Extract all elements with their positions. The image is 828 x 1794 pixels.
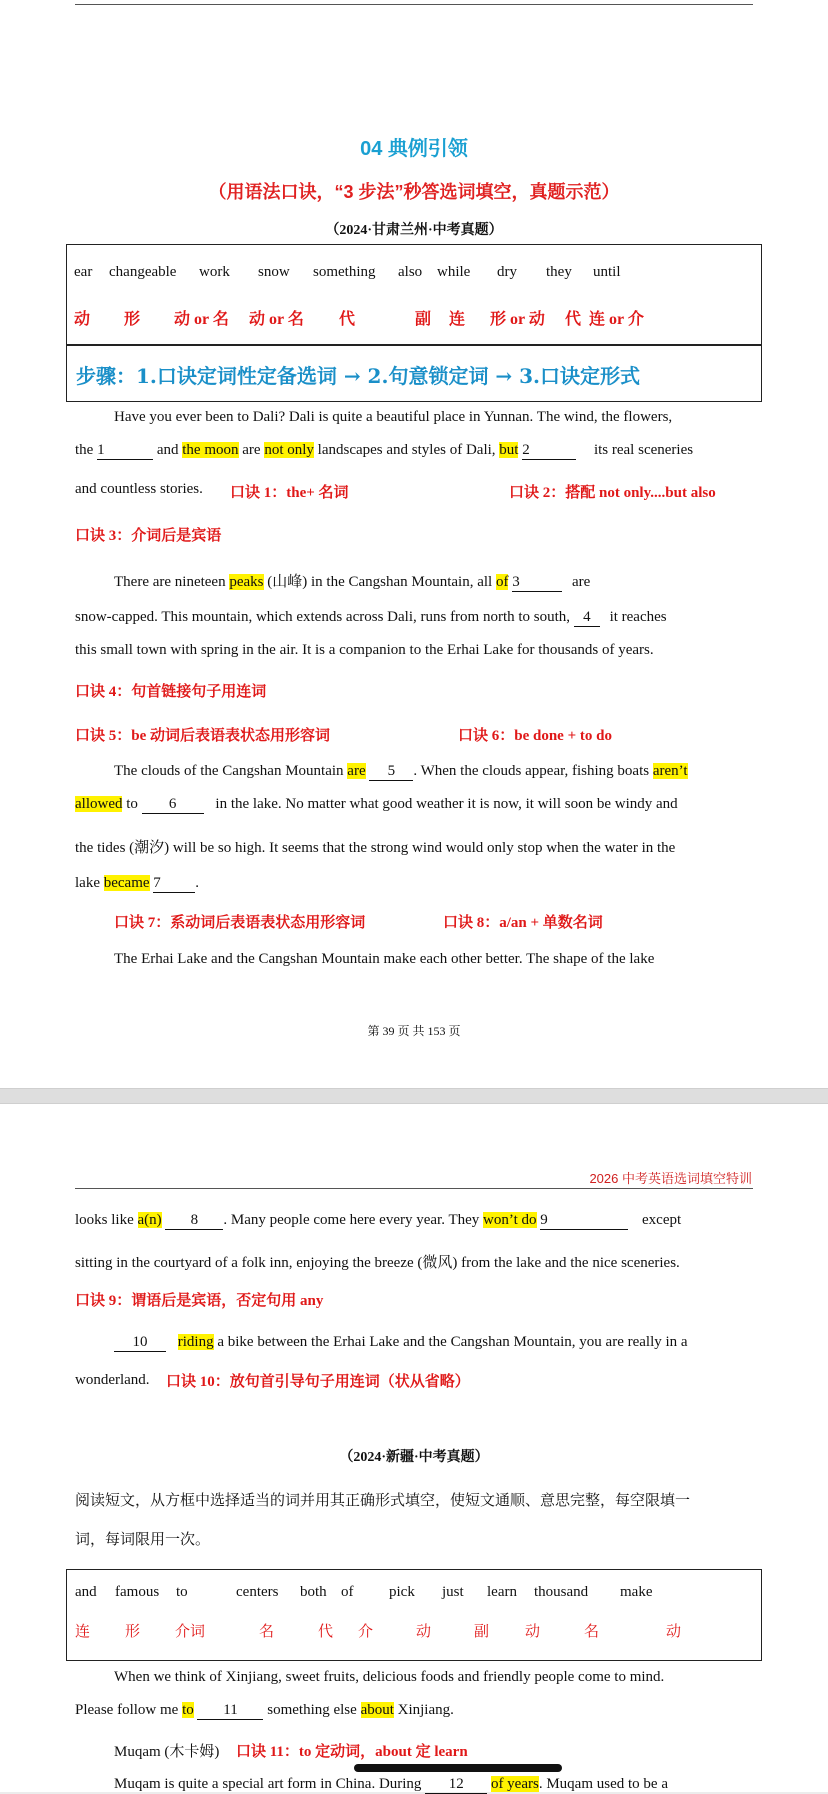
box-word: something: [313, 264, 376, 280]
section-title: 04 典例引领: [360, 138, 468, 160]
page-separator: [0, 1088, 828, 1104]
pos-tag: 代: [565, 311, 582, 328]
blank-9[interactable]: 9: [540, 1212, 628, 1230]
text: . Muqam used to be a: [538, 1776, 668, 1792]
text: its real sceneries: [590, 442, 694, 458]
mnemonic-tip-4: 口诀 4：句首链接句子用连词: [75, 684, 267, 700]
pos-tag: 形: [125, 1624, 141, 1640]
highlight: to: [182, 1702, 194, 1718]
mnemonic-tip-6: 口诀 6：be done + to do: [458, 728, 612, 744]
passage-line: [75, 1702, 753, 1720]
text: are: [238, 442, 265, 458]
box-word: both: [300, 1584, 327, 1600]
highlight: became: [103, 875, 150, 891]
blank-7[interactable]: 7: [153, 875, 195, 893]
blank-8[interactable]: 8: [165, 1212, 223, 1230]
method-steps: 步骤：1.口诀定词性定备选词 → 2.句意锁定词 → 3.口诀定形式: [76, 364, 641, 388]
highlight: won’t do: [483, 1212, 537, 1228]
mnemonic-tip-9: 口诀 9：谓语后是宾语，否定句用 any: [75, 1293, 324, 1309]
blank-2[interactable]: 2: [522, 442, 576, 460]
passage-line: [75, 609, 753, 627]
passage-line: Have you ever been to Dali? Dali is quite a beautiful place in Yunnan. The wind, the flowers,: [114, 409, 673, 425]
word-box-2: [66, 1569, 762, 1661]
mnemonic-tip-7: 口诀 7：系动词后表语表状态用形容词: [114, 915, 366, 931]
text: Please follow me: [75, 1702, 183, 1718]
word-box-divider: [67, 344, 761, 346]
box-word: centers: [236, 1584, 279, 1600]
page-number: 第 39 页 共 153 页: [367, 1024, 461, 1038]
highlight: of years: [490, 1776, 539, 1792]
highlight: riding: [177, 1334, 214, 1350]
highlight: not only: [264, 442, 314, 458]
passage-line: [75, 442, 753, 460]
text: are: [568, 574, 591, 590]
text: except: [638, 1212, 682, 1228]
mnemonic-tip-3: 口诀 3：介词后是宾语: [75, 528, 222, 544]
text: .: [195, 875, 200, 891]
text: to: [122, 796, 142, 812]
mnemonic-tip-10: 口诀 10：放句首引导句子用连词（状从省略）: [166, 1374, 470, 1390]
text: . When the clouds appear, fishing boats: [413, 763, 653, 779]
text: (山峰) in the Cangshan Mountain, all: [263, 574, 496, 590]
passage-line: and countless stories.: [75, 481, 203, 497]
exam-source: （2024·甘肃兰州·中考真题）: [325, 223, 503, 238]
box-word: just: [442, 1584, 464, 1600]
pos-tag: 动 or 名: [174, 311, 229, 328]
highlight: a(n): [137, 1212, 162, 1228]
box-word: pick: [389, 1584, 415, 1600]
box-word: work: [199, 264, 230, 280]
highlight: are: [347, 763, 366, 779]
passage-line: [75, 796, 753, 814]
text: There are nineteen: [114, 574, 230, 590]
highlight: of: [495, 574, 509, 590]
instruction-line: 词，每词限用一次。: [75, 1532, 211, 1548]
blank-5[interactable]: 5: [369, 763, 413, 781]
mnemonic-tip-2: 口诀 2：搭配 not only....but also: [509, 485, 716, 501]
pos-tag: 动: [525, 1624, 541, 1640]
box-word: of: [341, 1584, 354, 1600]
pos-tag: 动: [666, 1624, 682, 1640]
text: The clouds of the Cangshan Mountain: [114, 763, 348, 779]
text: lake: [75, 875, 104, 891]
mnemonic-tip-1: 口诀 1：the+ 名词: [230, 485, 349, 501]
pos-tag: 副: [415, 311, 432, 328]
blank-10[interactable]: 10: [114, 1334, 166, 1352]
home-indicator[interactable]: [354, 1764, 562, 1772]
highlight: peaks: [229, 574, 264, 590]
box-word: ear: [74, 264, 93, 280]
highlight: the moon: [182, 442, 239, 458]
passage-line: [114, 1334, 753, 1352]
box-word: learn: [487, 1584, 517, 1600]
text: looks like: [75, 1212, 138, 1228]
box-word: famous: [115, 1584, 160, 1600]
blank-12[interactable]: 12: [425, 1776, 487, 1794]
mnemonic-tip-8: 口诀 8：a/an + 单数名词: [443, 915, 603, 931]
text: a bike between the Erhai Lake and the Cangshan Mountain, you are really in a: [213, 1334, 688, 1350]
pos-tag: 介: [358, 1624, 374, 1640]
blank-1[interactable]: 1: [97, 442, 153, 460]
text: it reaches: [605, 609, 667, 625]
text: and: [153, 442, 183, 458]
box-word: dry: [497, 264, 517, 280]
highlight: but: [499, 442, 519, 458]
highlight: about: [360, 1702, 394, 1718]
pos-tag: 连: [75, 1624, 91, 1640]
running-header: 2026 中考英语选词填空特训: [589, 1171, 752, 1186]
text: . Many people come here every year. They: [223, 1212, 484, 1228]
pos-tag: 名: [259, 1624, 275, 1640]
text: Xinjiang.: [393, 1702, 454, 1718]
passage-line: [114, 763, 753, 781]
mnemonic-tip-5: 口诀 5：be 动词后表语表状态用形容词: [75, 728, 331, 744]
box-word: until: [593, 264, 621, 280]
blank-11[interactable]: 11: [197, 1702, 263, 1720]
box-word: while: [437, 264, 471, 280]
passage-line: the tides (潮汐) will be so high. It seems that the strong wind would only stop when the water in the: [75, 840, 676, 856]
passage-line: [75, 1212, 753, 1230]
passage-line: The Erhai Lake and the Cangshan Mountain make each other better. The shape of the lake: [114, 951, 655, 967]
text: snow-capped. This mountain, which extends across Dali, runs from north to south,: [75, 609, 574, 625]
box-word: to: [176, 1584, 188, 1600]
section-subtitle: （用语法口诀，“3 步法”秒答选词填空，真题示范）: [208, 182, 620, 202]
passage-line: sitting in the courtyard of a folk inn, enjoying the breeze (微风) from the lake and the nice sceneries.: [75, 1255, 680, 1271]
passage-line: [114, 570, 753, 592]
header-rule: [75, 1188, 753, 1189]
passage-line: [114, 1776, 753, 1794]
box-word: thousand: [534, 1584, 589, 1600]
passage-line: this small town with spring in the air. It is a companion to the Erhai Lake for thousands of years.: [75, 642, 654, 658]
mnemonic-tip-11: 口诀 11：to 定动词，about 定 learn: [236, 1744, 468, 1760]
highlight: aren’t: [652, 763, 688, 779]
box-word: also: [398, 264, 423, 280]
pos-tag: 动: [416, 1624, 432, 1640]
pos-tag: 连 or 介: [589, 311, 644, 328]
box-word: and: [75, 1584, 97, 1600]
text: the: [75, 442, 98, 458]
blank-4[interactable]: 4: [574, 609, 600, 627]
box-word: make: [620, 1584, 653, 1600]
pos-tag: 连: [449, 311, 466, 328]
pos-tag: 副: [474, 1624, 490, 1640]
text: in the lake. No matter what good weather it is now, it will soon be windy and: [211, 796, 678, 812]
document-page-2: [0, 1104, 828, 1792]
highlight: allowed: [75, 796, 123, 812]
pos-tag: 动: [74, 311, 91, 328]
exam-source: （2024·新疆·中考真题）: [339, 1450, 489, 1465]
text: Muqam is quite a special art form in China. During: [114, 1776, 426, 1792]
box-word: they: [546, 264, 572, 280]
blank-3[interactable]: 3: [512, 574, 562, 592]
box-word: changeable: [109, 264, 177, 280]
pos-tag: 代: [318, 1624, 334, 1640]
pos-tag: 形 or 动: [490, 311, 545, 328]
pos-tag: 介词: [175, 1624, 206, 1640]
passage-line: wonderland.: [75, 1372, 150, 1388]
text: landscapes and styles of Dali,: [313, 442, 500, 458]
passage-line: When we think of Xinjiang, sweet fruits, delicious foods and friendly people come to mind.: [114, 1669, 665, 1685]
passage-line: [75, 875, 753, 893]
blank-6[interactable]: 6: [142, 796, 204, 814]
instruction-line: 阅读短文，从方框中选择适当的词并用其正确形式填空，使短文通顺、意思完整，每空限填一: [75, 1493, 691, 1509]
muqam-heading: Muqam (木卡姆): [114, 1744, 220, 1760]
pos-tag: 代: [339, 311, 356, 328]
pos-tag: 名: [584, 1624, 600, 1640]
header-rule: [75, 4, 753, 5]
text: something else: [263, 1702, 361, 1718]
pos-tag: 形: [124, 311, 141, 328]
box-word: snow: [258, 264, 290, 280]
pos-tag: 动 or 名: [249, 311, 304, 328]
